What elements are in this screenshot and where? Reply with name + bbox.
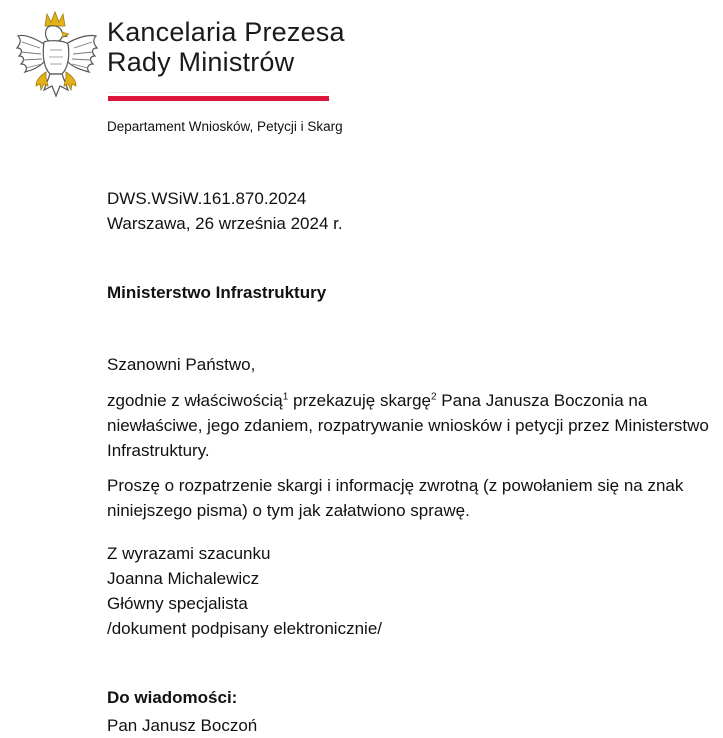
letterhead: [14, 10, 344, 105]
cc-name: Pan Janusz Boczoń: [107, 716, 258, 735]
signer-title: Główny specjalista: [107, 594, 248, 613]
salutation: Szanowni Państwo,: [107, 355, 256, 374]
department-name: Departament Wniosków, Petycji i Skarg: [107, 119, 343, 134]
cc-title: Do wiadomości:: [107, 688, 238, 707]
paragraph-1-part3: Pana Janusza Boczonia na niewłaściwe, jego zdaniem, rozpatrywanie wniosków i petycji przez Ministerstwo Infrastruktury.: [107, 391, 709, 460]
polish-white-eagle-icon: [14, 10, 102, 102]
paragraph-1-part2: przekazuję skargę: [288, 391, 431, 410]
recipient: Ministerstwo Infrastruktury: [107, 283, 327, 302]
signature-block: [107, 541, 382, 641]
signer-name: Joanna Michalewicz: [107, 569, 260, 588]
organization-name-line1: Kancelaria Prezesa: [107, 17, 345, 47]
footnote-ref-2: 2: [431, 391, 437, 403]
paragraph-2: Proszę o rozpatrzenie skargi i informację zwrotną (z powołaniem się na znak niniejszego pisma) o tym jak załatwiono sprawę.: [107, 476, 684, 520]
signature-note: /dokument podpisany elektronicznie/: [107, 619, 382, 638]
closing: Z wyrazami szacunku: [107, 544, 271, 563]
paragraph-1: [107, 388, 712, 463]
paragraph-1-part1: zgodnie z właściwością: [107, 391, 283, 410]
flag-stripe: [108, 92, 329, 101]
place-date: Warszawa, 26 września 2024 r.: [107, 214, 343, 233]
reference-number: DWS.WSiW.161.870.2024: [107, 189, 307, 208]
organization-name-line2: Rady Ministrów: [107, 47, 295, 77]
organization-name: [107, 17, 345, 77]
flag-red-stripe: [108, 96, 329, 101]
footnote-ref-1: 1: [282, 391, 289, 403]
